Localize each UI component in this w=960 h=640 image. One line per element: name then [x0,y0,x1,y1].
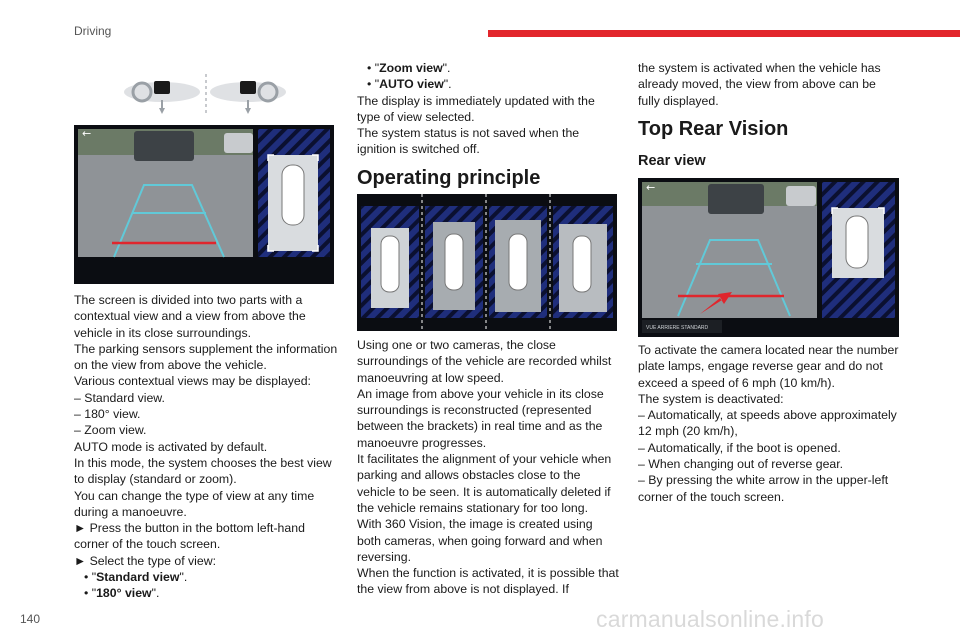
heading-top-rear-vision: Top Rear Vision [638,118,789,140]
list-item: – By pressing the white arrow in the upper-left corner of the touch screen. [638,473,889,504]
camera-screen-image-1 [74,125,334,284]
camera-screen-image-2 [638,178,899,337]
paragraph: When the function is activated, it is possible that the view from above is not displayed. If [357,566,619,597]
running-header: Driving [74,24,112,38]
list-item: – Automatically, if the boot is opened. [638,440,841,455]
paragraph: Using one or two cameras, the close surroundings of the vehicle are recorded whilst manoeuvring at low speed. [357,338,612,385]
paragraph: the system is activated when the vehicle has already moved, the view from above can be fully displayed. [638,61,881,108]
list-item: – When changing out of reverse gear. [638,457,844,472]
paragraph: To activate the camera located near the number plate lamps, engage reverse gear and do not exceed a speed of 6 mph (10 km/h). [638,343,899,390]
paragraph: It facilitates the alignment of your vehicle when parking and allows obstacles close to the vehicle to be seen. It is automatically deleted if the vehicle remains stationary for too long. [357,452,612,515]
paragraph: The system is deactivated: [638,391,784,406]
list-item: – Automatically, at speeds above approximately 12 mph (20 km/h), [638,408,897,439]
paragraph: Various contextual views may be displayed: [74,374,311,389]
list-item: – 180° view. [74,407,141,422]
dashboard-camera-illustration [120,72,290,116]
back-arrow-icon[interactable]: ← [82,127,92,140]
column-3-top [638,60,900,109]
heading-rear-view: Rear view [638,153,706,169]
camera-sequence-image [357,194,617,331]
paragraph: The system status is not saved when the ignition is switched off. [357,126,580,157]
paragraph: The parking sensors supplement the information on the view from above the vehicle. [74,341,338,373]
watermark: carmanualsonline.info [596,606,824,632]
screen-view-label: VUE ARRIERE STANDARD [646,325,709,331]
paragraph: The screen is divided into two parts with a contextual view and a view from above the vehicle in its close surroundings. [74,293,306,340]
column-3-text [638,342,900,505]
paragraph: An image from above your vehicle in its close surroundings is reconstructed (represented between the brackets) in real time and as the manoeuvre progresses. [357,386,604,450]
column-2-text [357,337,619,598]
list-item: – Standard view. [74,390,165,405]
page-number: 140 [20,612,41,626]
paragraph: The display is immediately updated with the type of view selected. [357,93,595,124]
bullet-180-view: • "180° view". [84,586,160,601]
bullet-zoom-view: • "Zoom view". [367,61,451,75]
paragraph: You can change the type of view at any time during a manoeuvre. [74,488,315,519]
header-accent-bar [488,30,960,37]
paragraph: With 360 Vision, the image is created using both cameras, when going forward and when reversing. [357,517,603,564]
heading-operating-principle: Operating principle [357,167,541,189]
paragraph: In this mode, the system chooses the best view to display (standard or zoom). [74,455,332,487]
back-arrow-icon[interactable]: ← [646,181,656,194]
column-1-text [74,292,342,602]
instruction-step: ► Press the button in the bottom left-hand corner of the touch screen. [74,521,305,552]
column-2-top [357,60,619,158]
bullet-auto-view: • "AUTO view". [367,77,452,92]
paragraph: AUTO mode is activated by default. [74,439,268,454]
list-item: – Zoom view. [74,423,147,438]
instruction-step: ► Select the type of view: [74,553,217,568]
bullet-standard-view: • "Standard view". [84,570,188,585]
